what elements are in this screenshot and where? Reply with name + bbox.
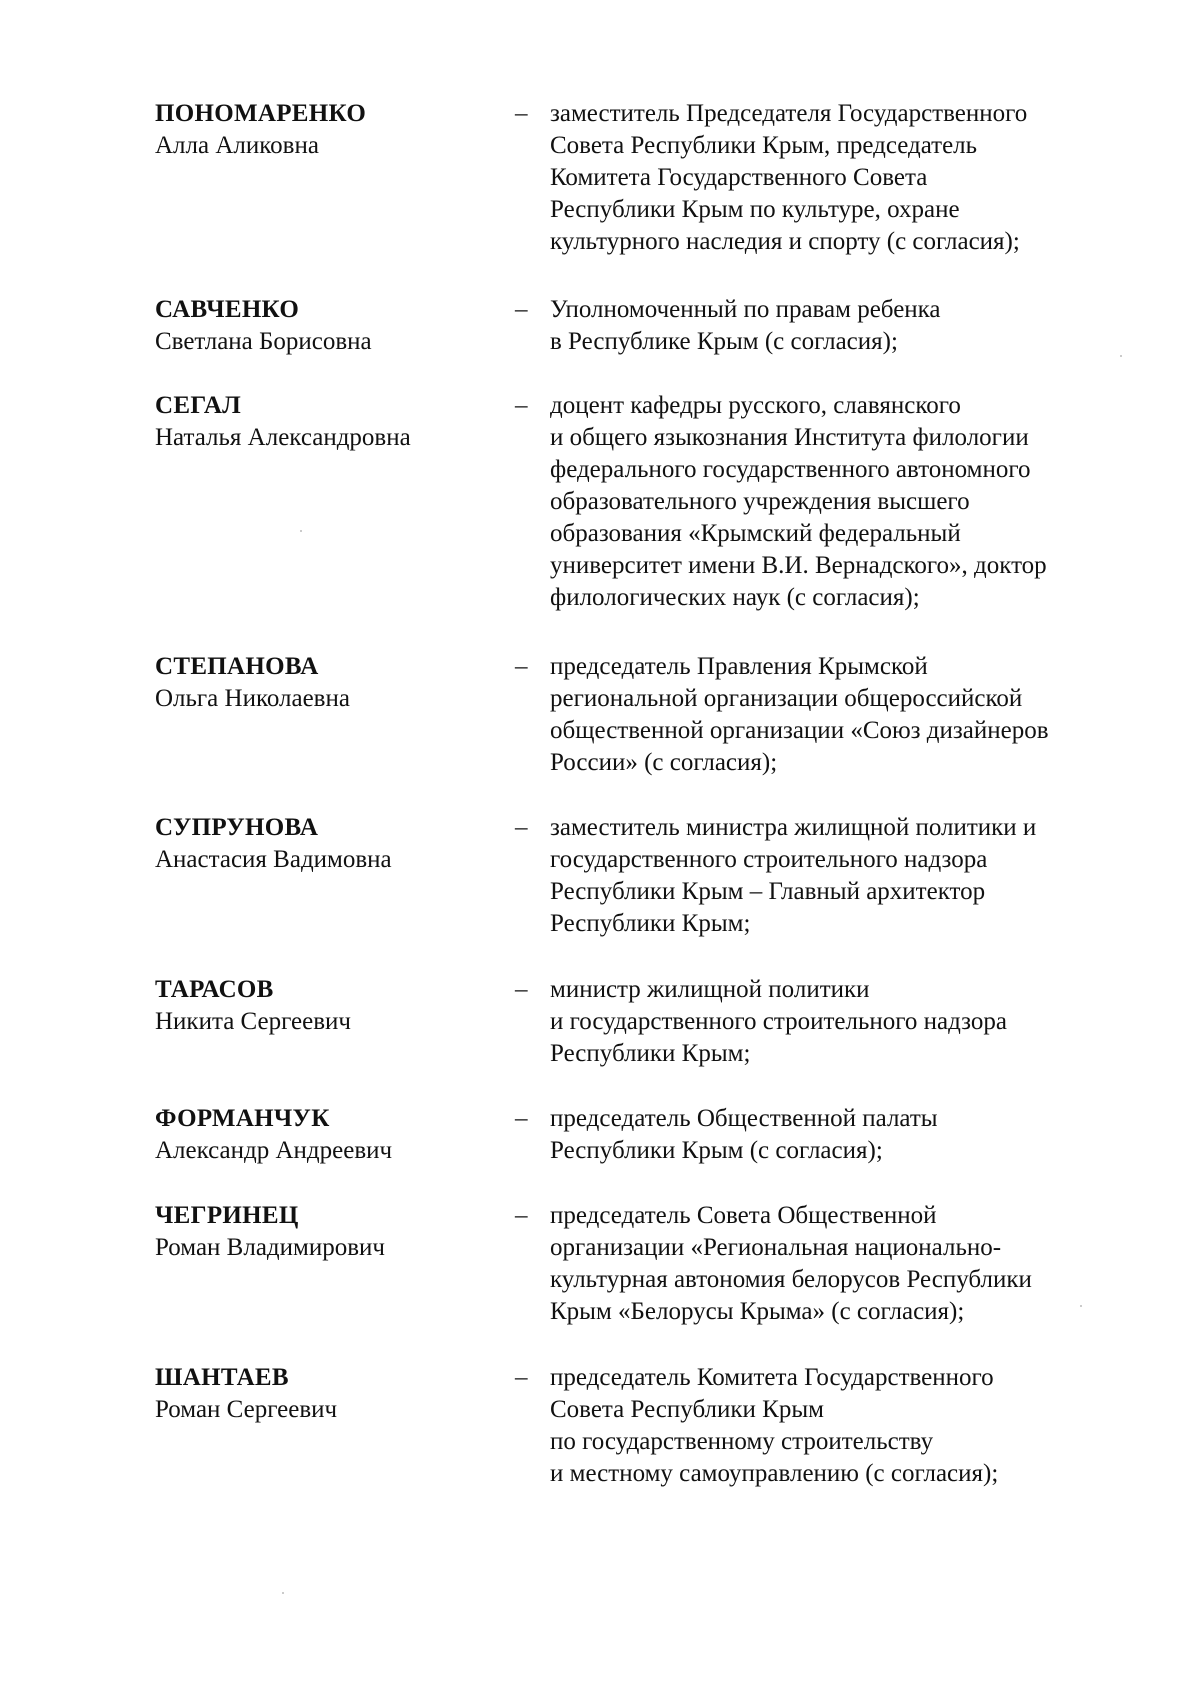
member-role [550, 651, 1170, 779]
role-line: заместитель министра жилищной политики и [550, 814, 1037, 841]
role-line: по государственному строительству [550, 1428, 934, 1455]
role-line: общественной организации «Союз дизайнеров [550, 717, 1049, 744]
member-name-block [155, 1103, 485, 1167]
role-line: Республики Крым (с согласия); [550, 1137, 883, 1164]
role-line: государственного строительного надзора [550, 846, 988, 873]
role-line: Крым «Белорусы Крыма» (с согласия); [550, 1298, 965, 1325]
role-line: Республики Крым; [550, 910, 751, 937]
role-line: председатель Совета Общественной [550, 1202, 937, 1229]
member-name-block [155, 1362, 485, 1426]
member-given-name: Наталья Александровна [155, 424, 411, 451]
member-surname: ФОРМАНЧУК [155, 1105, 330, 1132]
role-line: Республики Крым – Главный архитектор [550, 878, 986, 905]
role-line: филологических наук (с согласия); [550, 584, 920, 611]
role-line: Республики Крым; [550, 1040, 751, 1067]
member-name-block [155, 98, 485, 162]
member-given-name: Роман Сергеевич [155, 1396, 338, 1423]
role-line: культурная автономия белорусов Республики [550, 1266, 1032, 1293]
member-name-block [155, 812, 485, 876]
member-role [550, 390, 1170, 614]
role-line: Совета Республики Крым [550, 1396, 824, 1423]
role-line: Совета Республики Крым, председатель [550, 132, 978, 159]
member-dash: – [515, 296, 528, 323]
member-role [550, 1362, 1170, 1490]
member-dash: – [515, 814, 528, 841]
member-role [550, 1103, 1170, 1167]
member-role [550, 812, 1170, 940]
role-line: председатель Правления Крымской [550, 653, 928, 680]
role-line: России» (с согласия); [550, 749, 778, 776]
member-surname: СТЕПАНОВА [155, 653, 319, 680]
member-given-name: Анастасия Вадимовна [155, 846, 392, 873]
member-surname: ШАНТАЕВ [155, 1364, 289, 1391]
role-line: университет имени В.И. Вернадского», доктор [550, 552, 1047, 579]
member-given-name: Ольга Николаевна [155, 685, 350, 712]
role-line: в Республике Крым (с согласия); [550, 328, 898, 355]
role-line: доцент кафедры русского, славянского [550, 392, 961, 419]
member-surname: СУПРУНОВА [155, 814, 319, 841]
role-line: образования «Крымский федеральный [550, 520, 961, 547]
member-dash: – [515, 1202, 528, 1229]
member-given-name: Роман Владимирович [155, 1234, 385, 1261]
role-line: и общего языкознания Института филологии [550, 424, 1029, 451]
role-line: министр жилищной политики [550, 976, 870, 1003]
member-given-name: Алла Аликовна [155, 132, 319, 159]
member-name-block [155, 390, 485, 454]
member-role [550, 974, 1170, 1070]
member-given-name: Никита Сергеевич [155, 1008, 351, 1035]
role-line: организации «Региональная национально- [550, 1234, 1002, 1261]
scan-speck [1080, 1305, 1082, 1307]
member-role [550, 294, 1170, 358]
role-line: Уполномоченный по правам ребенка [550, 296, 941, 323]
member-name-block [155, 1200, 485, 1264]
member-given-name: Александр Андреевич [155, 1137, 393, 1164]
member-dash: – [515, 392, 528, 419]
role-line: заместитель Председателя Государственного [550, 100, 1028, 127]
role-line: председатель Общественной палаты [550, 1105, 938, 1132]
member-role [550, 98, 1170, 258]
role-line: Республики Крым по культуре, охране [550, 196, 960, 223]
role-line: образовательного учреждения высшего [550, 488, 970, 515]
member-surname: САВЧЕНКО [155, 296, 300, 323]
member-dash: – [515, 1105, 528, 1132]
member-dash: – [515, 100, 528, 127]
member-dash: – [515, 976, 528, 1003]
role-line: и местному самоуправлению (с согласия); [550, 1460, 999, 1487]
member-name-block [155, 294, 485, 358]
role-line: федерального государственного автономного [550, 456, 1031, 483]
member-surname: ПОНОМАРЕНКО [155, 100, 367, 127]
member-surname: ЧЕГРИНЕЦ [155, 1202, 299, 1229]
member-role [550, 1200, 1170, 1328]
scan-speck [282, 1592, 284, 1594]
member-given-name: Светлана Борисовна [155, 328, 372, 355]
scan-speck [1120, 355, 1122, 357]
member-name-block [155, 974, 485, 1038]
scan-speck [300, 530, 302, 532]
member-dash: – [515, 653, 528, 680]
member-dash: – [515, 1364, 528, 1391]
role-line: Комитета Государственного Совета [550, 164, 928, 191]
role-line: культурного наследия и спорту (с согласия); [550, 228, 1020, 255]
role-line: региональной организации общероссийской [550, 685, 1023, 712]
member-surname: ТАРАСОВ [155, 976, 274, 1003]
role-line: и государственного строительного надзора [550, 1008, 1007, 1035]
role-line: председатель Комитета Государственного [550, 1364, 994, 1391]
member-surname: СЕГАЛ [155, 392, 242, 419]
member-name-block [155, 651, 485, 715]
